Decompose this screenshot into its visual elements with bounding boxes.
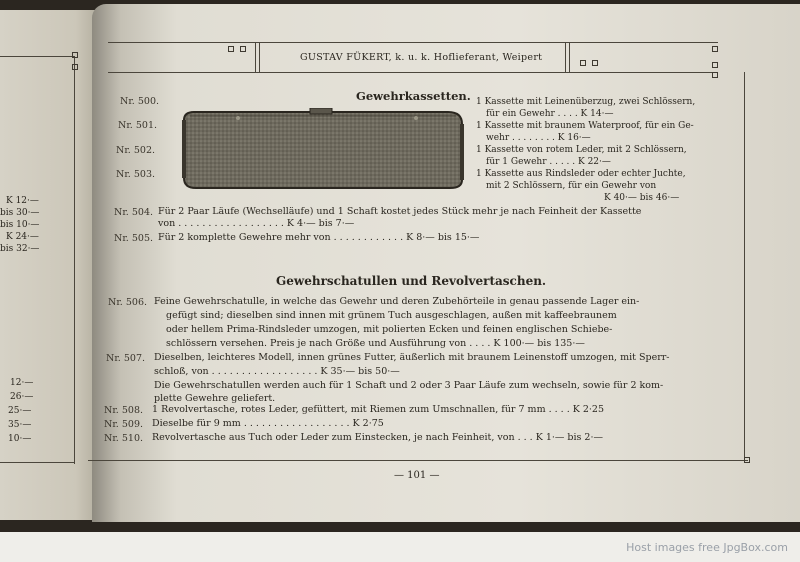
item-text: mit 2 Schlössern, für ein Gewehr von — [486, 181, 657, 191]
left-price: 10·— — [8, 434, 32, 444]
item-number: Nr. 501. — [118, 120, 158, 131]
item-number: Nr. 505. — [114, 233, 154, 244]
item-text: Dieselbe für 9 mm . . . . . . . . . . . . . . . . . . K 2·75 — [152, 418, 384, 429]
item-text: schloß, von . . . . . . . . . . . . . . . . . . K 35·— bis 50·— — [154, 366, 400, 377]
right-page — [92, 4, 800, 522]
item-text: schlössern versehen. Preis je nach Größe und Ausführung von . . . . K 100·— bis 135·— — [166, 338, 585, 349]
item-text: 1 Kassette mit Leinenüberzug, zwei Schlössern, — [476, 97, 696, 107]
item-number: Nr. 507. — [106, 353, 146, 364]
host-footer — [0, 532, 800, 562]
item-number: Nr. 503. — [116, 169, 156, 180]
item-text: Für 2 Paar Läufe (Wechselläufe) und 1 Schaft kostet jedes Stück mehr je nach Feinheit der Kassette — [158, 206, 642, 217]
gun-case-illustration — [180, 108, 466, 192]
item-number: Nr. 508. — [104, 405, 144, 416]
item-number: Nr. 504. — [114, 207, 154, 218]
page-header: GUSTAV FÜKERT, k. u. k. Hoflieferant, Weipert — [300, 52, 543, 63]
left-price: bis 32·— — [0, 244, 40, 254]
item-text: Die Gewehrschatullen werden auch für 1 Schaft und 2 oder 3 Paar Läufe zum wechseln, sowie für 2 kom- — [154, 380, 664, 391]
left-price: 25·— — [8, 406, 32, 416]
section-title-kassetten: Gewehrkassetten. — [356, 89, 471, 103]
item-text: plette Gewehre geliefert. — [154, 393, 276, 404]
item-number: Nr. 506. — [108, 297, 148, 308]
left-price: bis 30·— — [0, 208, 40, 218]
item-price: K 40·— bis 46·— — [604, 193, 680, 203]
item-number: Nr. 500. — [120, 96, 160, 107]
item-text: Revolvertasche aus Tuch oder Leder zum Einstecken, je nach Feinheit, von . . . K 1·— bis 2·— — [152, 432, 603, 443]
section-title-schatullen: Gewehrschatullen und Revolvertaschen. — [276, 274, 547, 288]
item-text: 1 Revolvertasche, rotes Leder, gefüttert, mit Riemen zum Umschnallen, für 7 mm . . . . K 2·25 — [152, 404, 605, 415]
item-text: wehr . . . . . . . . K 16·— — [486, 133, 591, 143]
item-number: Nr. 510. — [104, 433, 144, 444]
item-text: 1 Kassette von rotem Leder, mit 2 Schlössern, — [476, 145, 687, 155]
item-text: Dieselben, leichteres Modell, innen grünes Futter, äußerlich mit braunem Leinenstoff umzogen, mit Sperr- — [154, 352, 670, 363]
item-text: 1 Kassette mit braunem Waterproof, für ein Ge- — [476, 121, 694, 131]
item-text: Für 2 komplette Gewehre mehr von . . . . . . . . . . . . K 8·— bis 15·— — [158, 232, 480, 243]
page-number: — 101 — — [394, 470, 440, 481]
item-text: von . . . . . . . . . . . . . . . . . . K 4·— bis 7·— — [158, 218, 355, 229]
item-text: für ein Gewehr . . . . K 14·— — [486, 109, 614, 119]
left-price: bis 10·— — [0, 220, 40, 230]
left-price: K 24·— — [6, 232, 39, 242]
left-price: K 12·— — [6, 196, 39, 206]
host-link[interactable]: Host images free JpgBox.com — [626, 541, 788, 554]
left-price: 12·— — [10, 378, 34, 388]
item-text: gefügt sind; dieselben sind innen mit grünem Tuch ausgeschlagen, außen mit kaffeebraunem — [166, 310, 617, 321]
item-text: 1 Kassette aus Rindsleder oder echter Juchte, — [476, 169, 686, 179]
item-text: Feine Gewehrschatulle, in welche das Gewehr und deren Zubehörteile in genau passende Lager ein- — [154, 296, 640, 307]
item-text: oder hellem Prima-Rindsleder umzogen, mit polierten Ecken und feinen englischen Schiebe- — [166, 324, 613, 335]
item-number: Nr. 502. — [116, 145, 156, 156]
left-price: 35·— — [8, 420, 32, 430]
item-number: Nr. 509. — [104, 419, 144, 430]
left-price: 26·— — [10, 392, 34, 402]
item-text: für 1 Gewehr . . . . . K 22·— — [486, 157, 611, 167]
